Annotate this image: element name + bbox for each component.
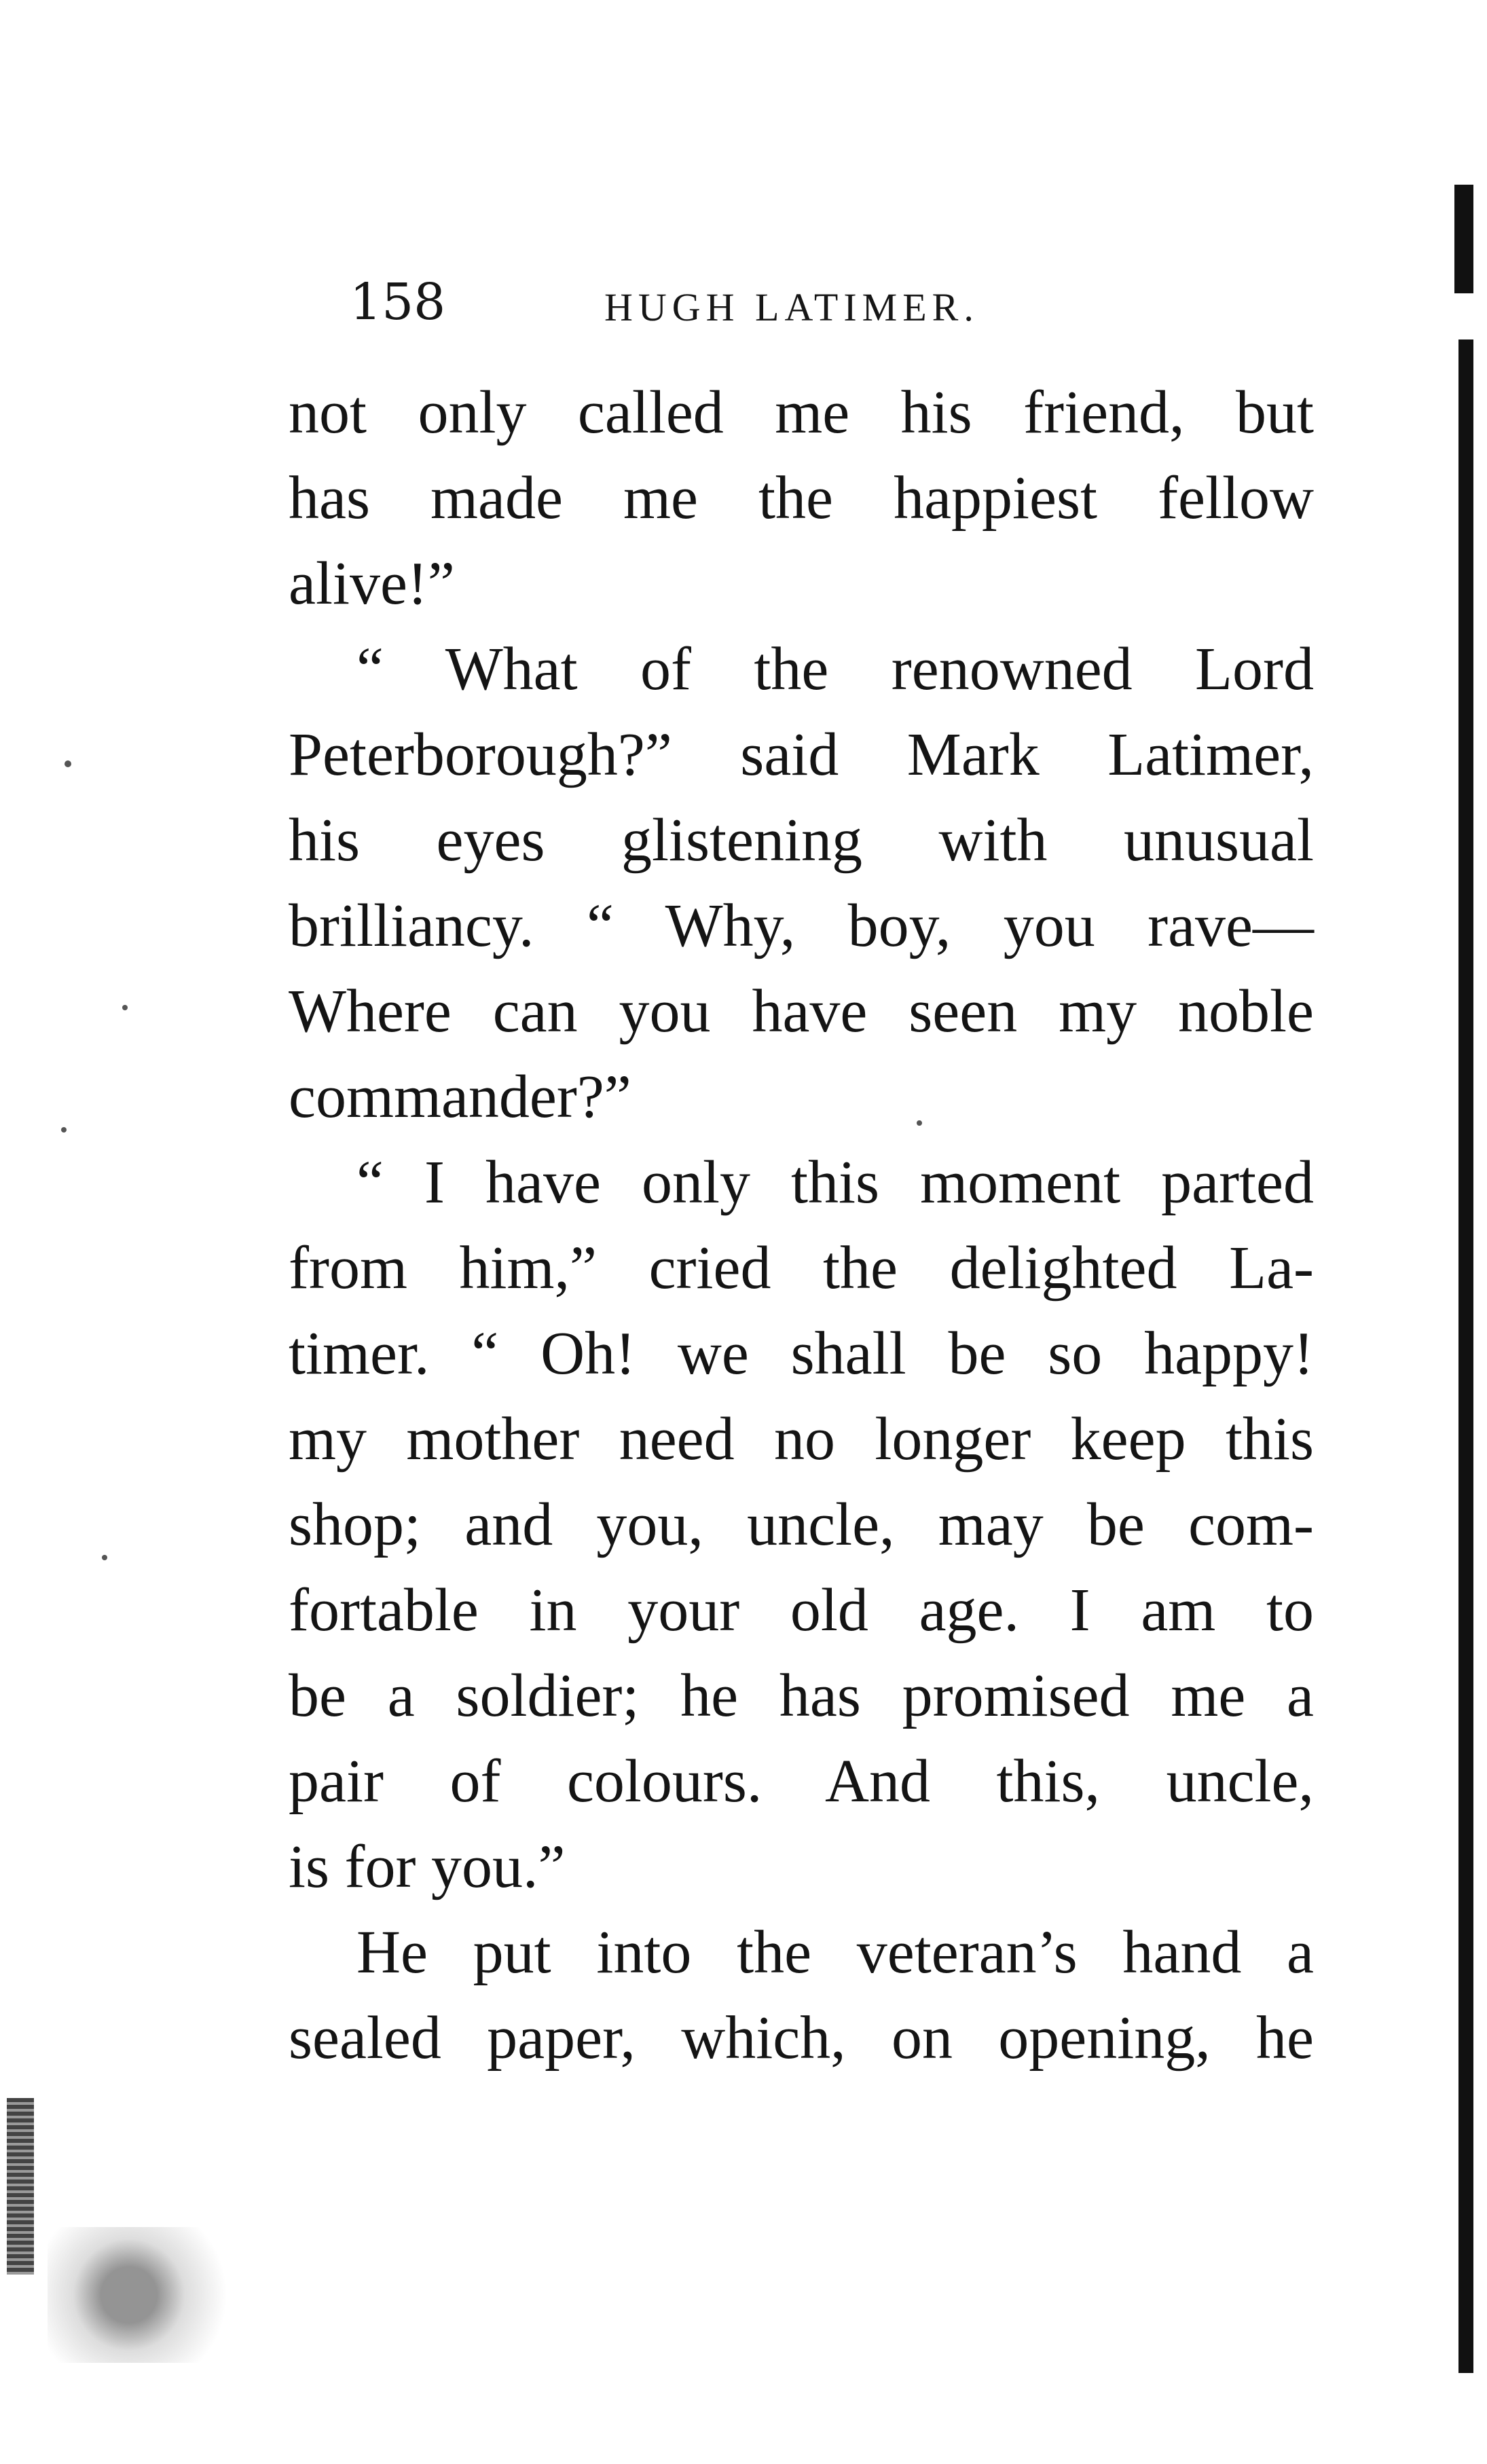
speck [61,1127,67,1133]
text-line: He put into the veteran’s hand a [356,1919,1314,1986]
text-line: has made me the happiest fellow [289,464,1314,532]
page-edge-shadow [1458,339,1473,2373]
page-header [350,272,1382,333]
text-line: from him,” cried the delighted La- [289,1234,1314,1302]
text-line: his eyes glistening with unusual [289,807,1314,874]
running-title: HUGH LATIMER. [604,285,979,329]
text-line: alive!” [289,550,455,617]
text-line: “ What of the renowned Lord [356,636,1314,703]
text-line: commander?” [289,1063,631,1130]
speck [65,760,71,767]
text-line: my mother need no longer keep this [289,1405,1314,1473]
page-edge-shadow-top [1454,185,1473,293]
page-number: 158 [350,273,446,331]
text-line: be a soldier; he has promised me a [289,1662,1314,1729]
text-line: Peterborough?” said Mark Latimer, [289,721,1314,788]
body-text [289,370,1314,2081]
speck [122,1005,128,1010]
text-line: fortable in your old age. I am to [289,1577,1314,1644]
speck [102,1555,107,1560]
text-line: “ I have only this moment parted [356,1149,1314,1216]
text-line: timer. “ Oh! we shall be so happy! [289,1320,1314,1387]
text-line: pair of colours. And this, uncle, [289,1748,1314,1815]
text-line: not only called me his friend, but [289,379,1314,446]
text-line: shop; and you, uncle, may be com- [289,1491,1314,1558]
text-line: Where can you have seen my noble [289,978,1314,1045]
text-line: sealed paper, which, on opening, he [289,2004,1314,2072]
ink-smudge [7,2098,34,2275]
text-line: is for you.” [289,1833,566,1900]
paper-stain [48,2227,251,2363]
text-line: brilliancy. “ Why, boy, you rave— [289,892,1314,959]
